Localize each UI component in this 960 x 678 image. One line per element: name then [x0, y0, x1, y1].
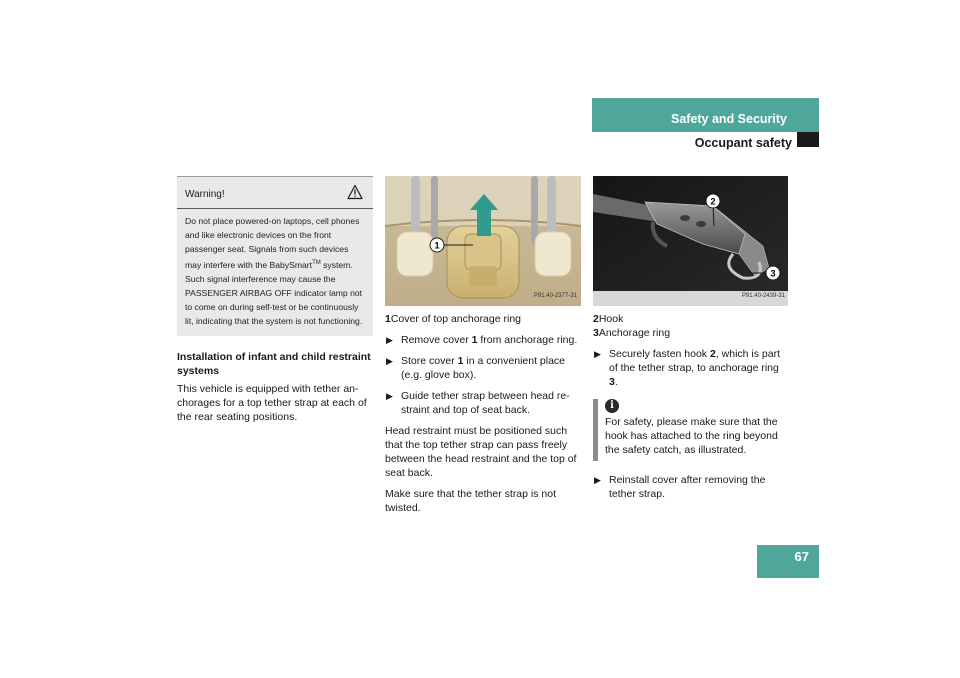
- warning-box: [177, 176, 373, 336]
- bullet-text: , which is part of the tether strap, to anchorage ring: [609, 348, 781, 374]
- bullet-remove-cover: [385, 333, 581, 347]
- warning-title: Warning!: [185, 189, 225, 200]
- hook-ring-photo: [593, 176, 789, 306]
- bullet-arrow-icon: ▶: [386, 335, 393, 345]
- warning-triangle-icon: [347, 184, 363, 200]
- photo-code: P91.40-2439-31: [741, 293, 785, 299]
- trademark-mark: TM: [312, 260, 321, 266]
- header-marker: [797, 132, 819, 147]
- bullet-arrow-icon: ▶: [594, 349, 601, 359]
- bullet-text: Reinstall cover after removing the tether strap.: [609, 474, 766, 500]
- bullet-arrow-icon: ▶: [594, 475, 601, 485]
- left-column: [177, 176, 373, 424]
- legend-num: 3: [593, 327, 599, 339]
- bullet-ref: 3: [609, 376, 615, 388]
- bullet-guide-strap: [385, 389, 581, 417]
- callout-3: 3: [770, 268, 776, 279]
- photo-code: P91.40-2377-31: [533, 293, 577, 299]
- right-column: [593, 176, 788, 501]
- middle-column: [385, 176, 581, 515]
- bullet-store-cover: [385, 354, 581, 382]
- bullet-arrow-icon: ▶: [386, 391, 393, 401]
- bullet-text: Securely fasten hook: [609, 348, 710, 360]
- legend-text: Cover of top anchorage ring: [390, 313, 522, 325]
- bullet-text: in a convenient place (e.g. glove box).: [401, 355, 566, 381]
- legend-text: Hook: [598, 313, 624, 325]
- legend-num: 2: [593, 313, 599, 325]
- warning-body: [177, 209, 373, 336]
- info-box: [593, 399, 788, 461]
- section-tab: [592, 98, 819, 132]
- bullet-text: Store cover: [401, 355, 458, 367]
- callout-2: 2: [710, 196, 716, 207]
- legend-item-2: [593, 312, 788, 326]
- legend-item-1: [385, 312, 581, 326]
- bullet-fasten-hook: [593, 347, 788, 389]
- warning-text-part1: Do not place powered-on laptops, cell phones and like electronic devices on the front passenger seat. Signals from such devices may interfere with the BabySmart: [185, 216, 360, 270]
- legend-num: 1: [385, 313, 391, 325]
- callout-1: 1: [434, 240, 440, 251]
- section-heading: Installation of infant and child restraint systems: [177, 350, 371, 377]
- info-icon: i: [605, 399, 619, 413]
- warning-header: [177, 177, 373, 209]
- info-text: For safety, please make sure that the hook has attached to the ring beyond the safety catch, as illustrated.: [605, 416, 778, 456]
- bullet-text: .: [614, 376, 618, 388]
- bullet-ref: 1: [471, 334, 478, 346]
- bullet-text: from anchorage ring.: [477, 334, 578, 346]
- section-title: Safety and Security: [670, 112, 787, 126]
- intro-paragraph: This vehicle is equipped with tether anchorages for a top tether strap at each of the rear seating positions.: [177, 382, 367, 423]
- bullet-text: Guide tether strap between head restraint and top of seat back.: [401, 390, 570, 416]
- page-number-tab: [757, 545, 819, 578]
- anchorage-cover-photo: [385, 176, 581, 306]
- subsection-title: Occupant safety: [694, 136, 792, 150]
- head-restraint-paragraph: Head restraint must be positioned such that the top tether strap can pass freely between the head restraint and the top of seat back.: [385, 425, 577, 479]
- legend-item-3: [593, 326, 788, 340]
- bullet-ref: 1: [457, 355, 464, 367]
- bullet-text: Remove cover: [401, 334, 472, 346]
- bullet-arrow-icon: ▶: [386, 356, 393, 366]
- warning-text-part2: system. Such signal interference may cause the PASSENGER AIRBAG OFF indicator lamp not to come on during self-test or be continuously lit, indicating that the system is not functioning.: [185, 259, 363, 326]
- bullet-reinstall-cover: [593, 473, 788, 501]
- page-number: 67: [794, 549, 809, 564]
- twist-paragraph: Make sure that the tether strap is not twisted.: [385, 488, 557, 514]
- bullet-ref: 2: [709, 348, 716, 360]
- legend-text: Anchorage ring: [598, 327, 671, 339]
